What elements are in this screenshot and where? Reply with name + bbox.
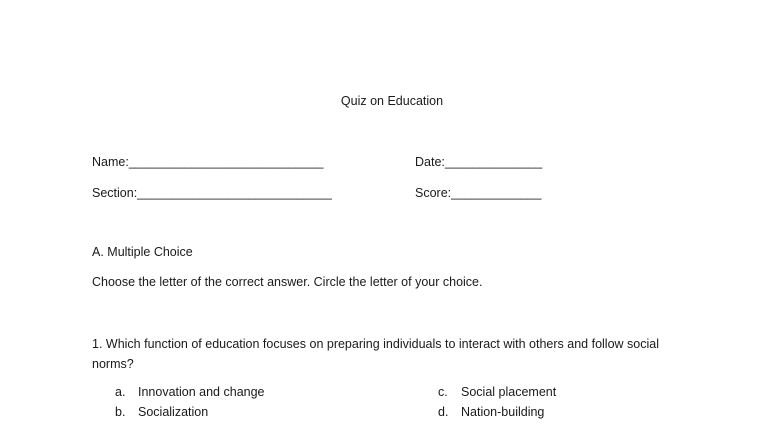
option-d-letter: d. xyxy=(438,405,449,419)
instructions: Choose the letter of the correct answer. Circle the letter of your choice. xyxy=(92,275,483,289)
option-b-letter: b. xyxy=(115,405,126,419)
option-d-text: Nation-building xyxy=(461,405,545,419)
page-title: Quiz on Education xyxy=(340,94,444,108)
name-field: Name:____________________________ xyxy=(92,155,324,169)
date-field: Date:______________ xyxy=(415,155,543,169)
option-c-text: Social placement xyxy=(461,385,557,399)
option-a-text: Innovation and change xyxy=(138,385,265,399)
option-b-text: Socialization xyxy=(138,405,209,419)
option-c-letter: c. xyxy=(438,385,448,399)
option-a-letter: a. xyxy=(115,385,126,399)
question-1-text: 1. Which function of education focuses on preparing individuals to interact with others and follow social norms? xyxy=(92,337,659,371)
section-field: Section:____________________________ xyxy=(92,186,332,200)
section-a-heading: A. Multiple Choice xyxy=(92,245,193,259)
score-field: Score:_____________ xyxy=(415,186,542,200)
